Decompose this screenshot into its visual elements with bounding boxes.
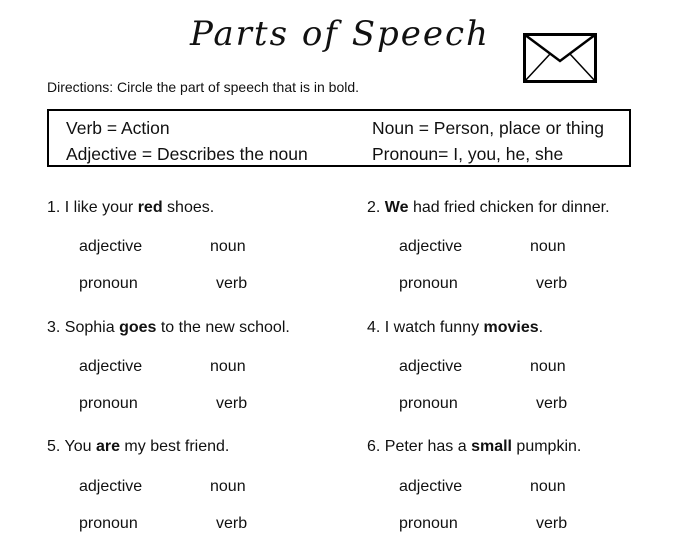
directions-text: Directions: Circle the part of speech that is in bold.	[47, 79, 360, 95]
question-text: 2.	[367, 199, 385, 216]
legend-noun: Noun = Person, place or thing	[372, 118, 605, 138]
option-adjective[interactable]: adjective	[399, 358, 463, 375]
option-noun[interactable]: noun	[530, 358, 566, 375]
page-title: Parts of Speech	[190, 14, 490, 54]
option-verb[interactable]: verb	[536, 395, 568, 412]
question-text: had fried chicken for dinner.	[408, 199, 610, 216]
question-text: pumpkin.	[511, 438, 582, 455]
bold-word: red	[137, 199, 163, 216]
question-5	[47, 438, 229, 456]
question-text: 5. You	[47, 438, 96, 455]
option-noun[interactable]: noun	[530, 238, 566, 255]
option-verb[interactable]: verb	[536, 515, 568, 532]
option-adjective[interactable]: adjective	[399, 478, 463, 495]
legend-pronoun: Pronoun= I, you, he, she	[372, 144, 564, 164]
option-pronoun[interactable]: pronoun	[399, 395, 458, 412]
bold-word: We	[384, 199, 409, 216]
option-noun[interactable]: noun	[210, 478, 246, 495]
option-adjective[interactable]: adjective	[399, 238, 463, 255]
bold-word: are	[95, 438, 120, 455]
option-verb[interactable]: verb	[216, 515, 248, 532]
option-pronoun[interactable]: pronoun	[79, 275, 138, 292]
bold-word: movies	[483, 319, 539, 336]
envelope-icon	[523, 33, 597, 83]
option-noun[interactable]: noun	[530, 478, 566, 495]
question-2	[367, 199, 610, 217]
option-pronoun[interactable]: pronoun	[399, 275, 458, 292]
option-pronoun[interactable]: pronoun	[79, 395, 138, 412]
question-text: 6. Peter has a	[367, 438, 472, 455]
question-text: 4. I watch funny	[367, 319, 484, 336]
question-1	[47, 199, 214, 217]
question-text: 1. I like your	[47, 199, 138, 216]
legend-verb: Verb = Action	[66, 118, 170, 138]
question-4	[367, 319, 543, 337]
question-6	[367, 438, 581, 456]
question-text: my best friend.	[119, 438, 230, 455]
question-3	[47, 319, 290, 337]
option-adjective[interactable]: adjective	[79, 238, 143, 255]
option-verb[interactable]: verb	[216, 275, 248, 292]
option-noun[interactable]: noun	[210, 358, 246, 375]
option-verb[interactable]: verb	[216, 395, 248, 412]
question-text: to the new school.	[156, 319, 290, 336]
option-adjective[interactable]: adjective	[79, 358, 143, 375]
question-text: 3. Sophia	[47, 319, 120, 336]
option-pronoun[interactable]: pronoun	[399, 515, 458, 532]
bold-word: goes	[119, 319, 157, 336]
question-text: shoes.	[162, 199, 215, 216]
question-text: .	[538, 319, 544, 336]
option-adjective[interactable]: adjective	[79, 478, 143, 495]
option-pronoun[interactable]: pronoun	[79, 515, 138, 532]
legend-box	[47, 109, 631, 167]
option-noun[interactable]: noun	[210, 238, 246, 255]
option-verb[interactable]: verb	[536, 275, 568, 292]
bold-word: small	[471, 438, 512, 455]
legend-adjective: Adjective = Describes the noun	[66, 144, 308, 164]
